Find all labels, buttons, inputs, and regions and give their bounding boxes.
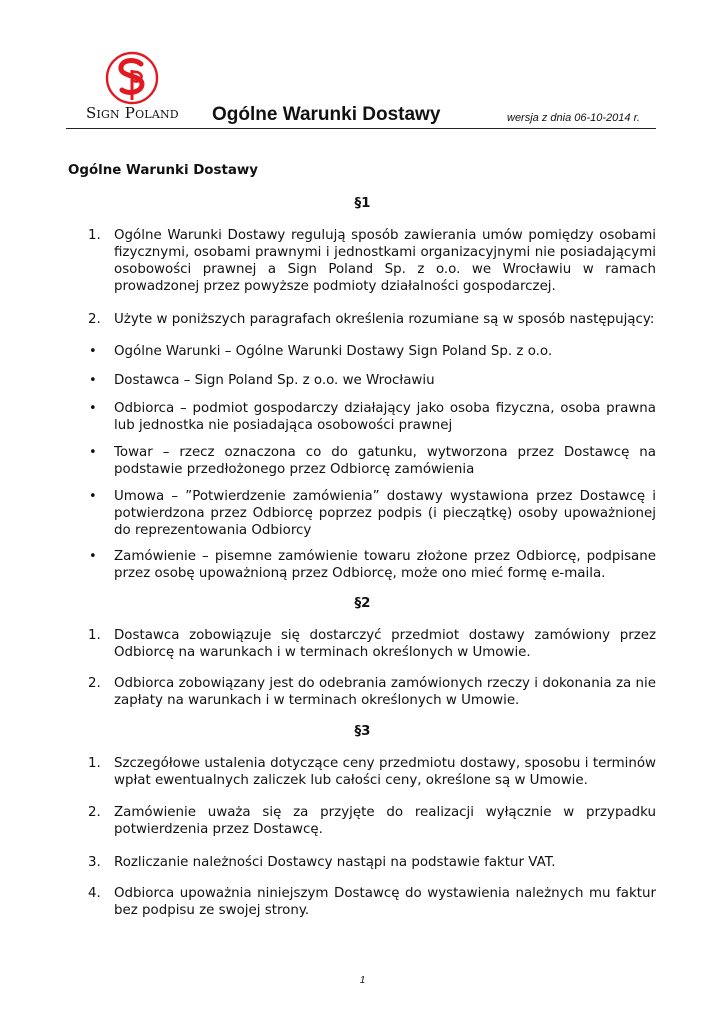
item-text: Dostawca zobowiązuje się dostarczyć przedmiot dostawy zamówiony przez Odbiorcę na warunkach i w terminach określonych w Umowie. [114,628,656,660]
s2-item-2 [88,675,656,709]
item-text: Odbiorca upoważnia niniejszym Dostawcę do wystawienia należnych mu faktur bez podpisu ze swojej strony. [114,886,656,918]
s1-item-1 [88,227,656,295]
bullet-text: Odbiorca – podmiot gospodarczy działający jako osoba fizyczna, osoba prawna lub jednostka nie posiadająca osobowości prawnej [114,401,656,433]
item-text: Rozliczanie należności Dostawcy nastąpi na podstawie faktur VAT. [114,855,556,870]
item-number: 1. [88,628,101,643]
item-number: 2. [88,805,101,820]
s2-item-1 [88,627,656,661]
bullet-icon: • [89,489,97,504]
item-number: 4. [88,886,101,901]
bullet-text: Towar – rzecz oznaczona co do gatunku, wytworzona przez Dostawcę na podstawie przedłożonego przez Odbiorcę zamówienia [114,445,656,477]
item-text: Odbiorca zobowiązany jest do odebrania zamówionych rzeczy i dokonania za nie zapłaty na warunkach i w terminach określonych w Umowie. [114,676,656,708]
definition-bullet [88,444,656,478]
bullet-icon: • [89,401,97,416]
version-date: wersja z dnia 06-10-2014 r. [507,112,640,124]
section-3-label: §3 [354,724,371,739]
item-number: 1. [88,756,101,771]
s3-item-4 [88,885,656,919]
page-number: 1 [359,975,366,986]
bullet-text: Umowa – ”Potwierdzenie zamówienia” dostawy wystawiona przez Dostawcę i potwierdzona przez Odbiorcę poprzez podpis (i pieczątkę) osoby upoważnionej do reprezentowania Odbiorcy [114,489,656,538]
bullet-icon: • [89,549,97,564]
definition-bullet [88,372,656,389]
s3-item-2 [88,804,656,838]
bullet-text: Ogólne Warunki – Ogólne Warunki Dostawy Sign Poland Sp. z o.o. [114,344,553,359]
bullet-icon: • [89,445,97,460]
definition-bullet [88,548,656,582]
section-2-label: §2 [354,596,371,611]
bullet-icon: • [89,373,97,388]
item-text: Ogólne Warunki Dostawy regulują sposób zawierania umów pomiędzy osobami fizycznymi, osobami prawnymi i jednostkami organizacyjnymi nie posiadającymi osobowości prawnej a Sign Poland Sp. z o.o. we Wrocławiu w ramach prowadzonej przez powyższe podmioty działalności gospodarczej. [114,228,656,294]
section-1-label: §1 [354,196,371,211]
item-number: 2. [88,676,101,691]
sign-poland-logo [104,50,160,106]
definition-bullet [88,488,656,539]
item-text: Zamówienie uważa się za przyjęte do realizacji wyłącznie w przypadku potwierdzenia przez Dostawcę. [114,805,656,837]
bullet-icon: • [89,344,97,359]
s3-item-3 [88,854,656,871]
header-rule [66,128,656,129]
s1-item-2 [88,311,656,328]
document-heading: Ogólne Warunki Dostawy [68,163,259,178]
item-number: 2. [88,312,101,327]
item-text: Szczegółowe ustalenia dotyczące ceny przedmiotu dostawy, sposobu i terminów wpłat ewentualnych zaliczek lub całości ceny, określone są w Umowie. [114,756,656,788]
item-number: 1. [88,228,101,243]
bullet-text: Dostawca – Sign Poland Sp. z o.o. we Wrocławiu [114,373,435,388]
definition-bullet [88,400,656,434]
page-title: Ogólne Warunki Dostawy [212,104,441,125]
s3-item-1 [88,755,656,789]
definition-bullet [88,343,656,360]
item-number: 3. [88,855,101,870]
brand-name: Sign Poland [86,104,179,122]
bullet-text: Zamówienie – pisemne zamówienie towaru złożone przez Odbiorcę, podpisane przez osobę upoważnioną przez Odbiorcę, może ono mieć formę e-maila. [114,549,656,581]
item-text: Użyte w poniższych paragrafach określenia rozumiane są w sposób następujący: [114,312,655,327]
